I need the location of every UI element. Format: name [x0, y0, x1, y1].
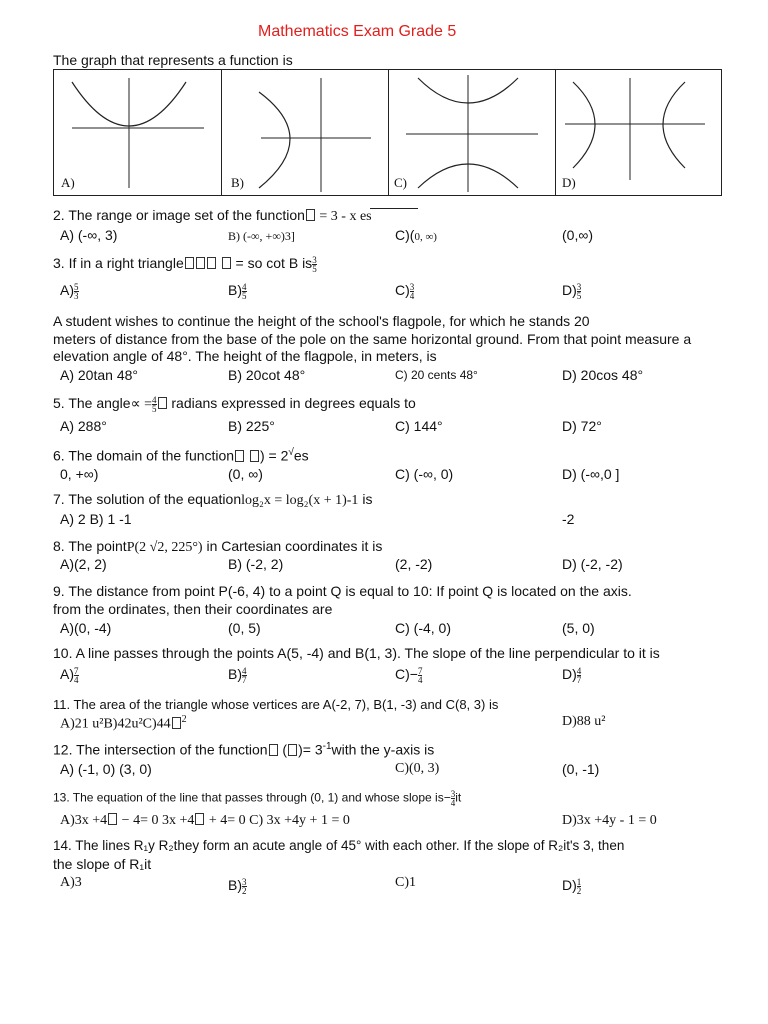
symbol-box	[172, 717, 181, 729]
graph-label-a: A)	[61, 175, 75, 190]
q12-option-d[interactable]: (0, -1)	[562, 761, 600, 777]
q14-option-b[interactable]: B) $\frac{3}{2}$	[228, 876, 247, 896]
graph-label-c: C)	[394, 175, 407, 190]
q10-option-a[interactable]: A) $\frac{7}{4}$	[60, 665, 79, 685]
question-5-text: 5. The angle	[53, 395, 131, 411]
question-8-rest: in Cartesian coordinates it is	[202, 538, 383, 554]
q3-option-d[interactable]: D) $\frac{3}{5}$	[562, 281, 582, 301]
q9-option-a[interactable]: A)(0, -4)	[60, 620, 112, 636]
q9-option-d[interactable]: (5, 0)	[562, 620, 595, 636]
symbol-box	[108, 813, 117, 825]
symbol-box	[195, 813, 204, 825]
q9-option-b[interactable]: (0, 5)	[228, 620, 261, 636]
question-9-line-2: from the ordinates, then their coordinates are	[53, 601, 333, 617]
parabola-graph	[54, 70, 221, 195]
symbol-box	[306, 209, 315, 221]
symbol-box	[158, 397, 167, 409]
q8-option-c[interactable]: (2, -2)	[395, 556, 433, 572]
q2-option-d[interactable]: (0,∞)	[562, 227, 593, 243]
question-2-text: 2. The range or image set of the function	[53, 207, 305, 223]
q2-option-c-value: 0, ∞)	[414, 231, 437, 243]
q10-option-c-fraction: $\frac{7}{4}$	[417, 665, 423, 685]
question-5-rest: radians expressed in degrees equals to	[167, 395, 416, 411]
question-6-rest: es	[293, 447, 309, 464]
question-4-line-2: meters of distance from the base of the pole on the same horizontal ground. From that point measure a	[53, 331, 692, 347]
q10-option-b-fraction: $\frac{4}{7}$	[242, 665, 247, 685]
symbol-box	[207, 257, 216, 269]
graph-option-d[interactable]	[555, 70, 721, 195]
q3-option-a[interactable]: A) $\frac{5}{3}$	[60, 281, 79, 301]
exponent: √	[288, 447, 294, 458]
q6-option-d[interactable]: D) (-∞,0 ]	[562, 466, 620, 482]
q3-option-c[interactable]: C) $\frac{3}{4}$	[395, 281, 415, 301]
q3-option-a-fraction: $\frac{5}{3}$	[74, 281, 79, 301]
graph-option-a[interactable]	[54, 70, 222, 195]
q7-options-ab[interactable]: A) 2 B) 1 -1	[60, 511, 132, 527]
question-14-line-1: 14. The lines R₁y R₂they form an acute angle of 45° with each other. If the slope of R₂it's 3, then	[53, 838, 625, 853]
question-10-text: 10. A line passes through the points A(5, -4) and B(1, 3). The slope of the line perpendicular to it is	[53, 645, 660, 661]
graph-options-table	[53, 69, 722, 196]
question-8	[53, 538, 382, 556]
question-2	[53, 207, 372, 225]
question-13-rest: it	[455, 790, 462, 805]
q8-option-b[interactable]: B) (-2, 2)	[228, 556, 284, 572]
q3-option-b[interactable]: B) $\frac{4}{5}$	[228, 281, 247, 301]
q3-fraction: $\frac{3}{5}$	[312, 254, 317, 274]
q8-option-d[interactable]: D) (-2, -2)	[562, 556, 623, 572]
symbol-box	[235, 450, 244, 462]
q13-options-abc[interactable]: A)3x +4 − 4= 0 3x +4 + 4= 0 C) 3x +4y + 1 = 0	[60, 813, 350, 828]
question-1-text: The graph that represents a function is	[53, 52, 293, 68]
question-8-text: 8. The point	[53, 538, 127, 554]
horizontal-hyperbola-graph	[555, 70, 721, 195]
q11-option-d[interactable]: D)88 u²	[562, 714, 606, 729]
graph-option-c[interactable]	[388, 70, 556, 195]
question-2-expr: = 3 - x es	[315, 209, 372, 224]
question-14-line-2: the slope of R₁it	[53, 856, 152, 872]
q5-option-c[interactable]: C) 144°	[395, 418, 443, 434]
q5-fraction: $\frac{4}{5}$	[152, 394, 157, 414]
q3-option-d-fraction: $\frac{3}{5}$	[576, 281, 582, 301]
q14-option-a[interactable]: A)3	[60, 875, 82, 890]
q10-option-a-fraction: $\frac{7}{4}$	[74, 665, 79, 685]
q8-option-a[interactable]: A)(2, 2)	[60, 556, 107, 572]
symbol-box	[222, 257, 231, 269]
question-12: 12. The intersection of the function ( )= $3^{-1}with$ the y-axis is	[53, 741, 435, 758]
q6-option-c[interactable]: C) (-∞, 0)	[395, 466, 454, 482]
question-4-line-1: A student wishes to continue the height of the school's flagpole, for which he stands 20	[53, 313, 590, 329]
question-3-text: 3. If in a right triangle	[53, 255, 184, 271]
alpha-symbol: ∝ =	[130, 397, 152, 412]
q14-option-c[interactable]: C)1	[395, 875, 416, 890]
question-3	[53, 255, 317, 273]
q3-option-c-fraction: $\frac{3}{4}$	[409, 281, 415, 301]
symbol-box	[250, 450, 259, 462]
question-7-text: 7. The solution of the equation	[53, 491, 242, 507]
symbol-box	[185, 257, 194, 269]
q14-option-d-fraction: $\frac{1}{2}$	[576, 876, 582, 896]
q12-options-ab[interactable]: A) (-1, 0) (3, 0)	[60, 761, 152, 777]
graph-label-b: B)	[231, 175, 244, 190]
q5-option-a[interactable]: A) 288°	[60, 418, 107, 434]
question-6	[53, 447, 309, 464]
question-12-text: 12. The intersection of the function	[53, 741, 268, 758]
symbol-box	[288, 744, 297, 756]
question-6-expr: ) = 2	[259, 447, 289, 464]
question-5	[53, 395, 416, 413]
q4-option-a[interactable]: A) 20tan 48°	[60, 367, 138, 383]
q13-option-d[interactable]: D)3x +4y - 1 = 0	[562, 813, 657, 828]
q6-option-a[interactable]: 0, +∞)	[60, 466, 99, 482]
question-13	[53, 790, 461, 807]
question-4-line-3: elevation angle of 48°. The height of the flagpole, in meters, is	[53, 348, 437, 364]
q14-option-b-fraction: $\frac{3}{2}$	[242, 876, 247, 896]
q5-option-d[interactable]: D) 72°	[562, 418, 602, 434]
question-12-rest: with the y-axis is	[331, 741, 435, 758]
symbol-box	[196, 257, 205, 269]
question-7-equation: log₂x = log₂(x + 1)-1	[241, 493, 359, 508]
q4-option-c[interactable]: C) 20 cents 48°	[395, 368, 478, 382]
q2-option-c[interactable]	[395, 227, 437, 243]
q2-option-b[interactable]: B) (-∞, +∞)3]	[228, 229, 295, 243]
exponent: -1	[322, 741, 332, 752]
q12-option-c[interactable]: C)(0, 3)	[395, 761, 440, 776]
q11-options-abc[interactable]: A)21 u²B)42u²C)44 $^2$	[60, 714, 187, 732]
question-6-text: 6. The domain of the function	[53, 447, 235, 464]
q10-option-c[interactable]: C)− $\frac{7}{4}$	[395, 665, 423, 685]
question-8-point: P(2 √2, 225°)	[126, 540, 203, 555]
q4-option-d[interactable]: D) 20cos 48°	[562, 367, 644, 383]
graph-label-d: D)	[562, 175, 576, 190]
q5-option-b[interactable]: B) 225°	[228, 418, 275, 434]
q9-option-c[interactable]: C) (-4, 0)	[395, 620, 451, 636]
question-7-rest: is	[358, 491, 373, 507]
q10-option-b[interactable]: B) $\frac{4}{7}$	[228, 665, 247, 685]
q3-option-b-fraction: $\frac{4}{5}$	[242, 281, 247, 301]
q10-option-d[interactable]: D) $\frac{4}{7}$	[562, 665, 582, 685]
symbol-box	[269, 744, 278, 756]
q4-option-b[interactable]: B) 20cot 48°	[228, 367, 306, 383]
question-12-expr: )= 3	[298, 741, 323, 758]
radical-bar	[370, 208, 418, 209]
q14-option-d[interactable]: D) $\frac{1}{2}$	[562, 876, 582, 896]
question-13-text: 13. The equation of the line that passes through (0, 1) and whose slope is−	[53, 790, 451, 805]
question-7	[53, 491, 372, 509]
question-9-line-1: 9. The distance from point P(-6, 4) to a point Q is equal to 10: If point Q is located on the axis.	[53, 583, 632, 599]
q10-option-d-fraction: $\frac{4}{7}$	[576, 665, 582, 685]
q6-option-b[interactable]: (0, ∞)	[228, 466, 263, 482]
q2-option-c-label: C)(	[395, 227, 415, 243]
q7-option-d[interactable]: -2	[562, 511, 575, 527]
sideways-parabola-graph	[221, 70, 388, 195]
q13-fraction: $\frac{3}{4}$	[450, 789, 456, 808]
q2-option-a[interactable]: A) (-∞, 3)	[60, 227, 118, 243]
graph-option-b[interactable]	[221, 70, 389, 195]
question-3-expr: = so cot B is	[231, 255, 313, 271]
vertical-hyperbola-graph	[388, 70, 555, 195]
exam-title: Mathematics Exam Grade 5	[258, 23, 457, 40]
question-11-text: 11. The area of the triangle whose vertices are A(-2, 7), B(1, -3) and C(8, 3) is	[53, 697, 499, 712]
